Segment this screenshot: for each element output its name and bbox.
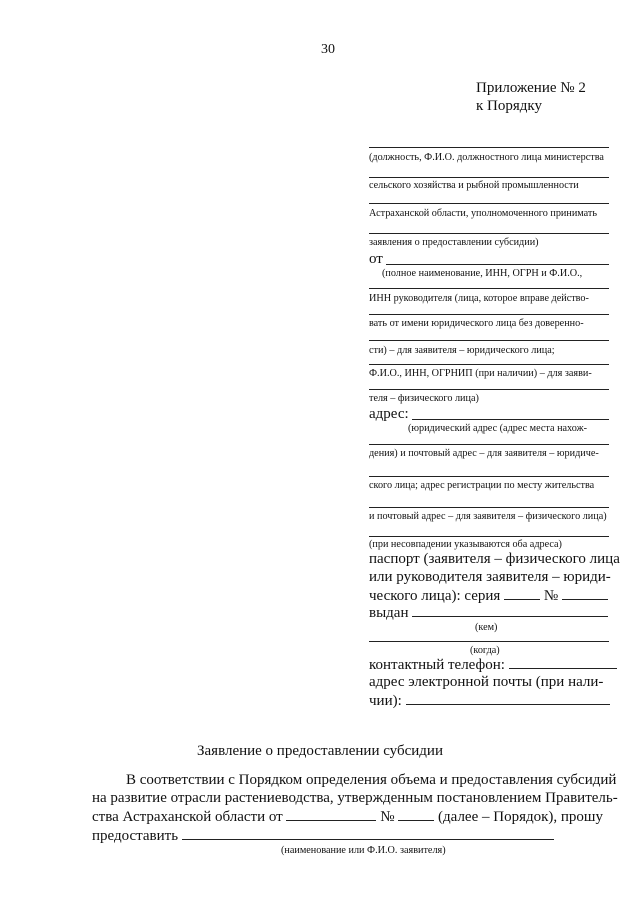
from-blank-line: [369, 288, 609, 289]
recipient-blank-line: [369, 147, 609, 148]
passport-series-row: [369, 587, 608, 605]
page-number: 30: [321, 42, 335, 57]
phone-field: [509, 656, 617, 669]
appendix-reference: к Порядку: [476, 98, 542, 114]
from-blank-line: [369, 389, 609, 390]
from-blank-line: [369, 314, 609, 315]
from-caption: теля – физического лица): [369, 393, 479, 404]
email-row: [369, 692, 610, 710]
applicant-name-caption: (наименование или Ф.И.О. заявителя): [281, 845, 446, 856]
address-caption: ского лица; адрес регистрации по месту жительства: [369, 480, 595, 491]
address-blank-line: [369, 476, 609, 477]
from-caption: (полное наименование, ИНН, ОГРН и Ф.И.О.,: [382, 268, 583, 279]
address-caption: дения) и почтовый адрес – для заявителя – юридиче-: [369, 448, 599, 459]
address-blank-line: [369, 444, 609, 445]
statement-line: предоставить: [92, 827, 554, 845]
issued-label: выдан: [369, 605, 409, 621]
passport-text: или руководителя заявителя – юриди-: [369, 569, 611, 585]
passport-number-label: №: [543, 588, 559, 604]
passport-series-label: ческого лица): серия: [369, 588, 501, 604]
statement-line: В соответствии с Порядком определения объема и предоставления субсидий: [126, 772, 617, 788]
recipient-caption: (должность, Ф.И.О. должностного лица министерства: [369, 152, 604, 163]
from-blank-line: [369, 364, 609, 365]
address-blank-line: [412, 419, 609, 420]
recipient-caption: сельского хозяйства и рыбной промышленности: [369, 180, 579, 191]
passport-text: паспорт (заявителя – физического лица: [369, 551, 620, 567]
from-blank-line: [386, 264, 609, 265]
address-blank-line: [369, 507, 609, 508]
passport-number-field: [562, 587, 608, 600]
from-caption: вать от имени юридического лица без доверенно-: [369, 318, 584, 329]
address-label: адрес:: [369, 406, 409, 422]
recipient-caption: заявления о предоставлении субсидии): [369, 237, 539, 248]
email-label-cont: чии):: [369, 693, 402, 709]
issued-row: [369, 604, 608, 622]
address-blank-line: [369, 536, 609, 537]
applicant-name-field: [182, 827, 554, 840]
from-caption: сти) – для заявителя – юридического лица;: [369, 345, 555, 356]
passport-series-field: [504, 587, 540, 600]
issued-by-caption: (кем): [475, 622, 498, 633]
from-blank-line: [369, 340, 609, 341]
phone-label: контактный телефон:: [369, 657, 505, 673]
from-caption: Ф.И.О., ИНН, ОГРНИП (при наличии) – для заяви-: [369, 368, 592, 379]
decree-number-field: [398, 808, 434, 821]
from-caption: ИНН руководителя (лица, которое вправе действо-: [369, 293, 589, 304]
decree-date-field: [286, 808, 376, 821]
from-label: от: [369, 251, 383, 267]
statement-title: Заявление о предоставлении субсидии: [197, 743, 443, 759]
recipient-blank-line: [369, 177, 609, 178]
email-field: [406, 692, 610, 705]
issued-when-caption: (когда): [470, 645, 500, 656]
recipient-caption: Астраханской области, уполномоченного принимать: [369, 208, 598, 219]
email-label: адрес электронной почты (при нали-: [369, 674, 604, 690]
statement-line: на развитие отрасли растениеводства, утвержденным постановлением Правитель-: [92, 790, 618, 806]
appendix-label: Приложение № 2: [476, 80, 586, 96]
address-caption: (юридический адрес (адрес места нахож-: [408, 423, 588, 434]
issued-when-blank-line: [369, 641, 609, 642]
recipient-blank-line: [369, 233, 609, 234]
statement-line: ства Астраханской области от № (далее – Порядок), прошу: [92, 809, 603, 825]
phone-row: [369, 656, 617, 674]
issued-by-field: [412, 604, 608, 617]
address-caption: и почтовый адрес – для заявителя – физического лица): [369, 511, 607, 522]
recipient-blank-line: [369, 203, 609, 204]
address-caption: (при несовпадении указываются оба адреса): [369, 539, 562, 550]
